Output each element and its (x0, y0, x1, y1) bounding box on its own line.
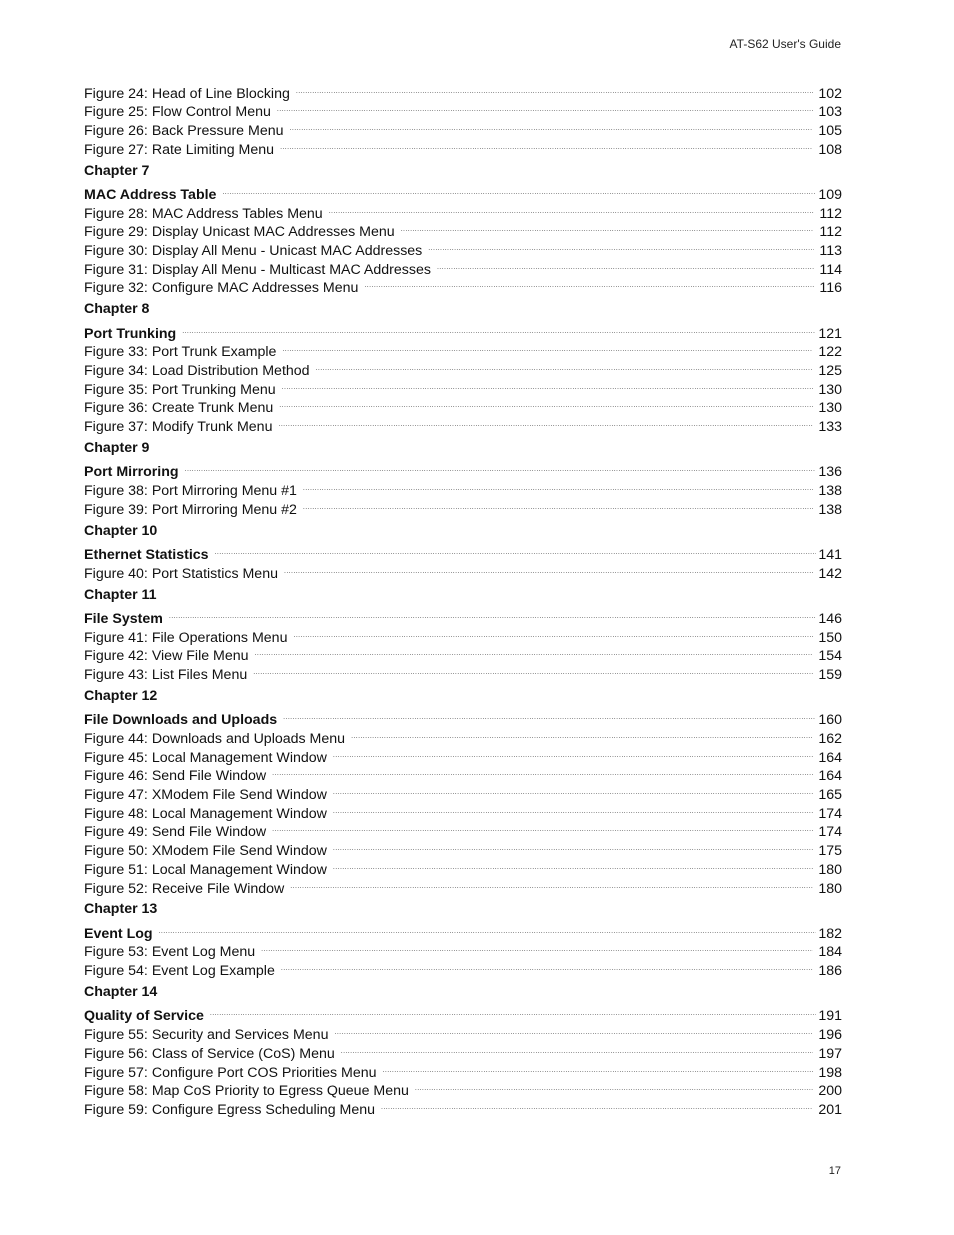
dot-leader (293, 623, 813, 642)
page-ref: 164 (818, 768, 842, 785)
dot-leader (215, 540, 817, 559)
page-ref: 154 (818, 648, 842, 665)
page-ref: 160 (818, 712, 842, 729)
figure-title: Figure 25: Flow Control Menu (84, 104, 271, 121)
page-ref: 138 (818, 501, 842, 518)
page-ref: 138 (818, 483, 842, 500)
page-ref: 114 (819, 261, 842, 278)
dot-leader (333, 799, 813, 818)
chapter-title: Port Trunking (84, 325, 177, 342)
page-ref: 112 (819, 205, 842, 222)
dot-leader (415, 1077, 813, 1096)
dot-leader (383, 1058, 814, 1077)
figure-title: Figure 37: Modify Trunk Menu (84, 419, 273, 436)
chapter-title: Quality of Service (84, 1008, 204, 1025)
dot-leader (261, 938, 813, 957)
figure-title: Figure 51: Local Management Window (84, 861, 327, 878)
page-ref: 162 (818, 731, 842, 748)
dot-leader (333, 855, 813, 874)
figure-title: Figure 50: XModem File Send Window (84, 843, 327, 860)
dot-leader (159, 919, 817, 938)
chapter-title-entry[interactable] (84, 458, 842, 481)
chapter-number: Chapter 8 (84, 301, 150, 318)
dot-leader (351, 724, 813, 743)
figure-title: Figure 34: Load Distribution Method (84, 363, 310, 380)
page-ref: 136 (818, 464, 842, 481)
figure-title: Figure 56: Class of Service (CoS) Menu (84, 1045, 335, 1062)
figure-title: Figure 52: Receive File Window (84, 880, 285, 897)
figure-title: Figure 30: Display All Menu - Unicast MAC Addresses (84, 243, 423, 260)
dot-leader (364, 274, 814, 293)
dot-leader (401, 218, 815, 237)
dot-leader (329, 199, 815, 218)
dot-leader (277, 98, 813, 117)
chapter-number: Chapter 10 (84, 522, 158, 539)
page-ref: 146 (818, 611, 842, 628)
page-ref: 186 (818, 963, 842, 980)
dot-leader (333, 836, 813, 855)
dot-leader (279, 394, 813, 413)
figure-title: Figure 43: List Files Menu (84, 667, 248, 684)
figure-title: Figure 32: Configure MAC Addresses Menu (84, 280, 359, 297)
dot-leader (341, 1039, 814, 1058)
figure-title: Figure 36: Create Trunk Menu (84, 400, 274, 417)
page-ref: 180 (818, 880, 842, 897)
page-ref: 142 (818, 565, 842, 582)
figure-title: Figure 27: Rate Limiting Menu (84, 141, 275, 158)
chapter-number: Chapter 13 (84, 901, 158, 918)
figure-title: Figure 45: Local Management Window (84, 749, 327, 766)
running-header: AT-S62 User's Guide (729, 37, 841, 51)
page-ref: 141 (818, 547, 842, 564)
figure-title: Figure 53: Event Log Menu (84, 944, 256, 961)
chapter-title-entry[interactable] (84, 319, 842, 342)
dot-leader (185, 458, 817, 477)
chapter-title-entry[interactable] (84, 706, 842, 729)
page-ref: 182 (818, 925, 842, 942)
figure-title: Figure 39: Port Mirroring Menu #2 (84, 501, 297, 518)
page-ref: 191 (818, 1008, 842, 1025)
page-ref: 121 (818, 325, 842, 342)
chapter-number: Chapter 11 (84, 586, 157, 603)
chapter-title-entry[interactable] (84, 540, 842, 564)
page-ref: 175 (818, 843, 842, 860)
dot-leader (280, 135, 813, 154)
dot-leader (290, 116, 814, 135)
dot-leader (272, 818, 813, 837)
page-ref: 164 (818, 749, 842, 766)
page-ref: 116 (819, 280, 842, 297)
dot-leader (290, 874, 813, 893)
chapter-title: MAC Address Table (84, 187, 217, 204)
page-ref: 122 (818, 344, 842, 361)
chapter-number: Chapter 7 (84, 162, 150, 179)
chapter-title: File System (84, 611, 163, 628)
dot-leader (437, 255, 814, 274)
dot-leader (283, 706, 816, 725)
page-ref: 200 (818, 1083, 842, 1100)
figure-title: Figure 40: Port Statistics Menu (84, 565, 278, 582)
page-number: 17 (828, 1165, 841, 1177)
dot-leader (381, 1095, 813, 1114)
page-ref: 174 (818, 805, 842, 822)
figure-entry[interactable] (84, 938, 842, 961)
dot-leader (182, 319, 816, 338)
chapter-title: Ethernet Statistics (84, 547, 209, 564)
chapter-title-entry[interactable] (84, 1002, 842, 1025)
page-ref: 112 (819, 224, 842, 241)
dot-leader (210, 1002, 816, 1021)
chapter-number: Chapter 14 (84, 984, 158, 1001)
dot-leader (272, 762, 813, 781)
dot-leader (253, 660, 813, 679)
figure-title: Figure 54: Event Log Example (84, 963, 275, 980)
figure-title: Figure 59: Configure Egress Scheduling Menu (84, 1101, 376, 1118)
dot-leader (282, 338, 813, 357)
figure-entry[interactable] (84, 476, 842, 500)
figure-title: Figure 24: Head of Line Blocking (84, 85, 290, 102)
page-ref: 113 (819, 243, 842, 260)
figure-title: Figure 26: Back Pressure Menu (84, 123, 284, 140)
figure-title: Figure 44: Downloads and Uploads Menu (84, 731, 346, 748)
figure-title: Figure 35: Port Trunking Menu (84, 381, 276, 398)
page-ref: 196 (818, 1027, 842, 1044)
chapter-title-entry[interactable] (84, 919, 842, 942)
figure-entry[interactable] (84, 338, 842, 361)
chapter-title: Event Log (84, 925, 153, 942)
dot-leader (278, 412, 813, 431)
dot-leader (284, 559, 813, 578)
figure-title: Figure 55: Security and Services Menu (84, 1027, 329, 1044)
dot-leader (333, 780, 813, 799)
chapter-title: File Downloads and Uploads (84, 712, 278, 729)
dot-leader (222, 180, 816, 199)
figure-title: Figure 31: Display All Menu - Multicast MAC Addresses (84, 261, 431, 278)
dot-leader (255, 642, 814, 661)
list-of-figures (84, 79, 842, 1118)
page-ref: 184 (818, 944, 842, 961)
dot-leader (303, 476, 813, 495)
dot-leader (282, 375, 814, 394)
page-ref: 108 (818, 141, 842, 158)
chapter-title: Port Mirroring (84, 464, 179, 481)
figure-title: Figure 41: File Operations Menu (84, 629, 288, 646)
page-ref: 165 (818, 787, 842, 804)
page-ref: 159 (818, 667, 842, 684)
figure-title: Figure 58: Map CoS Priority to Egress Queue Menu (84, 1083, 409, 1100)
page-ref: 102 (818, 85, 842, 102)
dot-leader (428, 236, 814, 255)
figure-title: Figure 29: Display Unicast MAC Addresses Menu (84, 224, 395, 241)
page-ref: 198 (818, 1064, 842, 1081)
chapter-title-entry[interactable] (84, 604, 842, 628)
dot-leader (333, 743, 813, 762)
page-ref: 150 (818, 629, 842, 646)
figure-title: Figure 49: Send File Window (84, 824, 267, 841)
figure-title: Figure 28: MAC Address Tables Menu (84, 205, 323, 222)
dot-leader (316, 356, 814, 375)
dot-leader (169, 604, 816, 623)
page-ref: 201 (818, 1101, 842, 1118)
chapter-number: Chapter 12 (84, 687, 158, 704)
page-ref: 197 (818, 1045, 842, 1062)
dot-leader (296, 79, 813, 98)
page-ref: 174 (818, 824, 842, 841)
page-ref: 105 (818, 123, 842, 140)
figure-title: Figure 48: Local Management Window (84, 805, 327, 822)
page-ref: 130 (818, 400, 842, 417)
dot-leader (281, 956, 813, 975)
figure-title: Figure 33: Port Trunk Example (84, 344, 277, 361)
figure-title: Figure 47: XModem File Send Window (84, 787, 327, 804)
page-ref: 130 (818, 381, 842, 398)
figure-title: Figure 46: Send File Window (84, 768, 267, 785)
page-ref: 103 (818, 104, 842, 121)
page-ref: 125 (818, 363, 842, 380)
figure-entry[interactable] (84, 79, 842, 102)
dot-leader (334, 1020, 813, 1039)
chapter-number: Chapter 9 (84, 440, 150, 457)
dot-leader (303, 495, 813, 514)
page-ref: 180 (818, 861, 842, 878)
chapter-title-entry[interactable] (84, 180, 842, 204)
figure-title: Figure 38: Port Mirroring Menu #1 (84, 483, 297, 500)
figure-title: Figure 57: Configure Port COS Priorities Menu (84, 1064, 377, 1081)
figure-entry[interactable] (84, 623, 842, 646)
figure-title: Figure 42: View File Menu (84, 648, 249, 665)
page-ref: 133 (818, 419, 842, 436)
page-ref: 109 (818, 187, 842, 204)
